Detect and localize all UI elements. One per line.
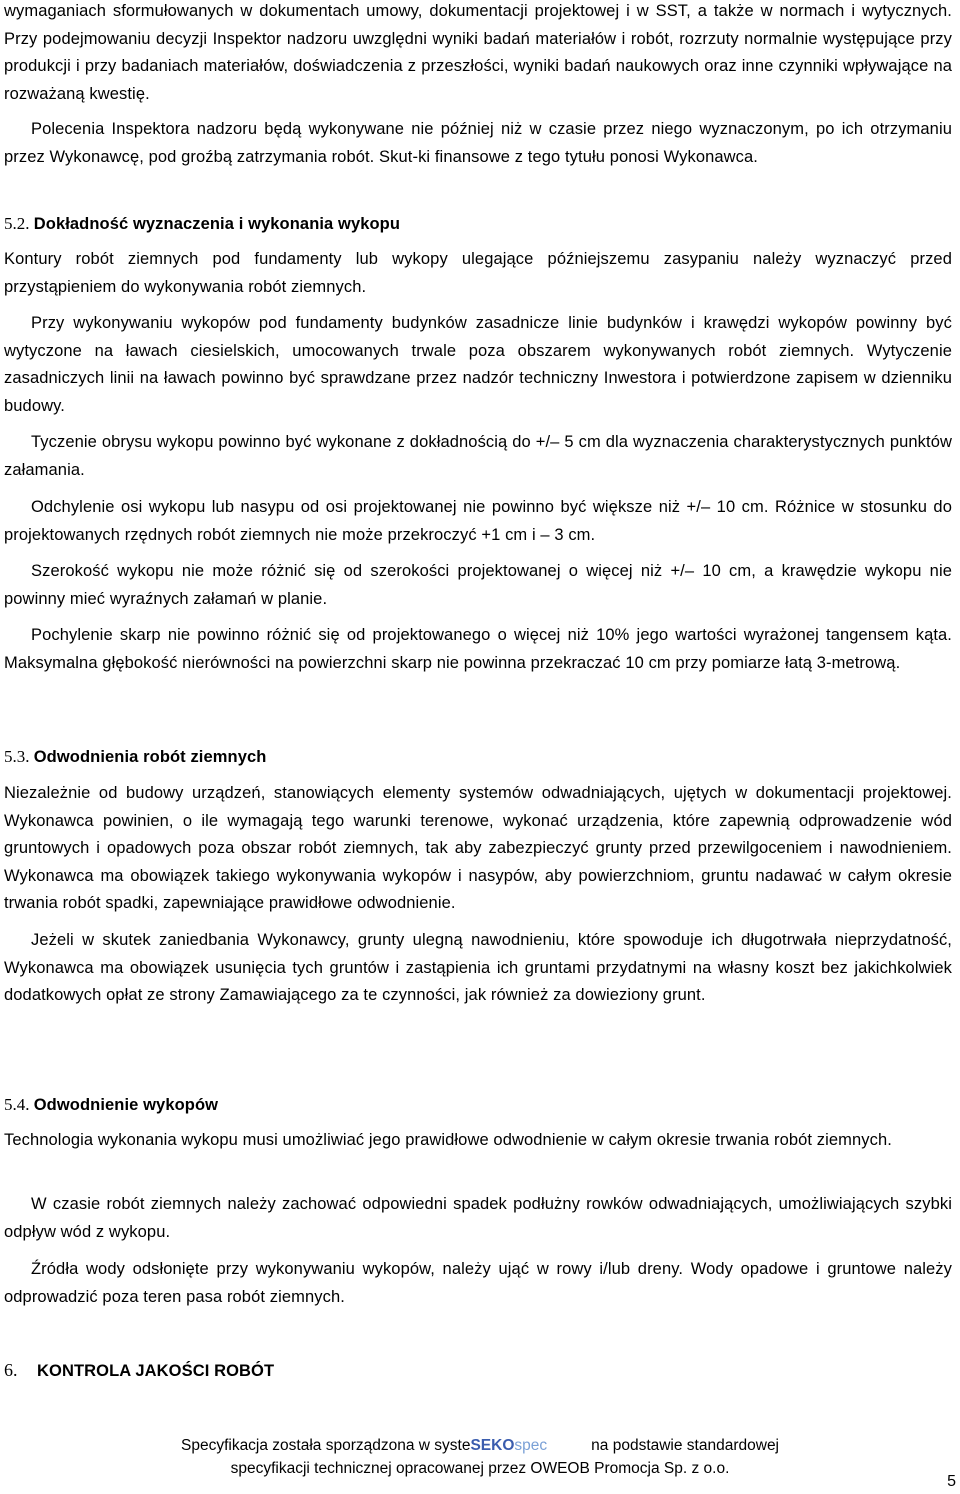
paragraph: Niezależnie od budowy urządzeń, stanowiących elementy systemów odwadniających, ujętych w dokumentacji projektowej. Wykonawca powinien, o ile wymagają tego warunki terenowe, wykonać urządzenia, które zapewnią odprowadzenie wód gruntowych i opadowych poza obszar robót ziemnych, tak aby zabezpieczyć grunty przed przewilgoceniem i nawodnieniem. Wykonawca ma obowiązek takiego wykonywania wykopów i nasypów, aby powierzchniom, gruntu nadawać w całym okresie trwania robót spadki, zapewniające prawidłowe odwodnienie. [4,784,952,912]
section-number: 5.3. [4,747,30,766]
page-number: 5 [947,1473,956,1490]
paragraph: Technologia wykonania wykopu musi umożliwiać jego prawidłowe odwodnienie w całym okresie trwania robót ziemnych. [4,1131,892,1149]
footer-line-2: specyfikacji technicznej opracowanej przez OWEOB Promocja Sp. z o.o. [230,1460,730,1477]
brand-logo-seko: SEKO [470,1437,515,1454]
section-number: 5.2. [4,214,30,233]
paragraph: Przy wykonywaniu wykopów pod fundamenty budynków zasadnicze linie budynków i krawędzi wykopów powinny być wytyczone na ławach ciesielskich, umocowanych trwale poza obszarem wykonywanych robót ziemnych. Wytyczenie zasadniczych linii na ławach powinno być sprawdzane przez nadzór techniczny Inwestora i potwierdzone zapisem w dzienniku budowy. [4,314,952,415]
paragraph: Odchylenie osi wykopu lub nasypu od osi projektowanej nie powinno być większe niż +/– 10 cm. Różnice w stosunku do projektowanych rzędnych robót ziemnych nie może przekroczyć +1 cm i – 3 cm. [4,498,952,544]
section-heading-5-4 [4,1093,218,1117]
paragraph: Pochylenie skarp nie powinno różnić się od projektowanego o więcej niż 10% jego wartości wyrażonej tangensem kąta. Maksymalna głębokość nierówności na powierzchni skarp nie powinna przekraczać 10 cm przy pomiarze łatą 3-metrową. [4,626,952,672]
paragraph-inspector-orders: Polecenia Inspektora nadzoru będą wykonywane nie później niż w czasie przez niego wyznaczonym, po ich otrzymaniu przez Wykonawcę, pod groźbą zatrzymania robót. Skut-ki finansowe z tego tytułu ponosi Wykonawca. [4,120,952,166]
paragraph: Źródła wody odsłonięte przy wykonywaniu wykopów, należy ująć w rowy i/lub dreny. Wody opadowe i gruntowe należy odprowadzić poza teren pasa robót ziemnych. [4,1260,952,1306]
section-title: Odwodnienia robót ziemnych [33,748,267,766]
footer-line-1 [0,1434,960,1457]
section-heading-5-3 [4,745,266,769]
paragraph: W czasie robót ziemnych należy zachować odpowiedni spadek podłużny rowków odwadniających, umożliwiających szybki odpływ wód z wykopu. [4,1195,952,1241]
section-heading-5-2 [4,212,400,236]
footer-text: na podstawie standardowej [591,1437,780,1454]
paragraph: Kontury robót ziemnych pod fundamenty lub wykopy ulegające późniejszemu zasypaniu należy wyznaczyć przed przystąpieniem do wykonywania robót ziemnych. [4,250,952,296]
paragraph: Tyczenie obrysu wykopu powinno być wykonane z dokładnością do +/– 5 cm dla wyznaczenia charakterystycznych punktów załamania. [4,433,952,479]
paragraph: Jeżeli w skutek zaniedbania Wykonawcy, grunty ulegną nawodnieniu, które spowoduje ich długotrwała nieprzydatność, Wykonawca ma obowiązek usunięcia tych gruntów i zastąpienia ich gruntami przydatnymi na własny koszt bez jakichkolwiek dodatkowych opłat ze strony Zamawiającego za te czynności, jak również za dowieziony grunt. [4,931,952,1004]
chapter-number: 6. [4,1360,18,1380]
section-title: Dokładność wyznaczenia i wykonania wykopu [33,215,401,233]
section-number: 5.4. [4,1095,30,1114]
chapter-title: KONTROLA JAKOŚCI ROBÓT [37,1362,275,1380]
paragraph-continued: wymaganiach sformułowanych w dokumentach umowy, dokumentacji projektowej i w SST, a także w normach i wytycznych. Przy podejmowaniu decyzji Inspektor nadzoru uwzględni wyniki badań materiałów i robót, rozrzuty normalnie występujące przy produkcji i przy badaniach materiałów, doświadczenia z przeszłości, wyniki badań naukowych oraz inne czynniki wpływające na rozważaną kwestię. [4,2,952,103]
brand-logo-spec: spec [514,1437,548,1454]
page-footer [0,1434,960,1480]
paragraph: Szerokość wykopu nie może różnić się od szerokości projektowanej o więcej niż +/– 10 cm, a krawędzie wykopu nie powinny mieć wyraźnych załamań w planie. [4,562,952,608]
footer-text: Specyfikacja została sporządzona w syste [180,1437,471,1454]
section-title: Odwodnienie wykopów [33,1096,219,1114]
chapter-heading-6 [4,1358,274,1383]
